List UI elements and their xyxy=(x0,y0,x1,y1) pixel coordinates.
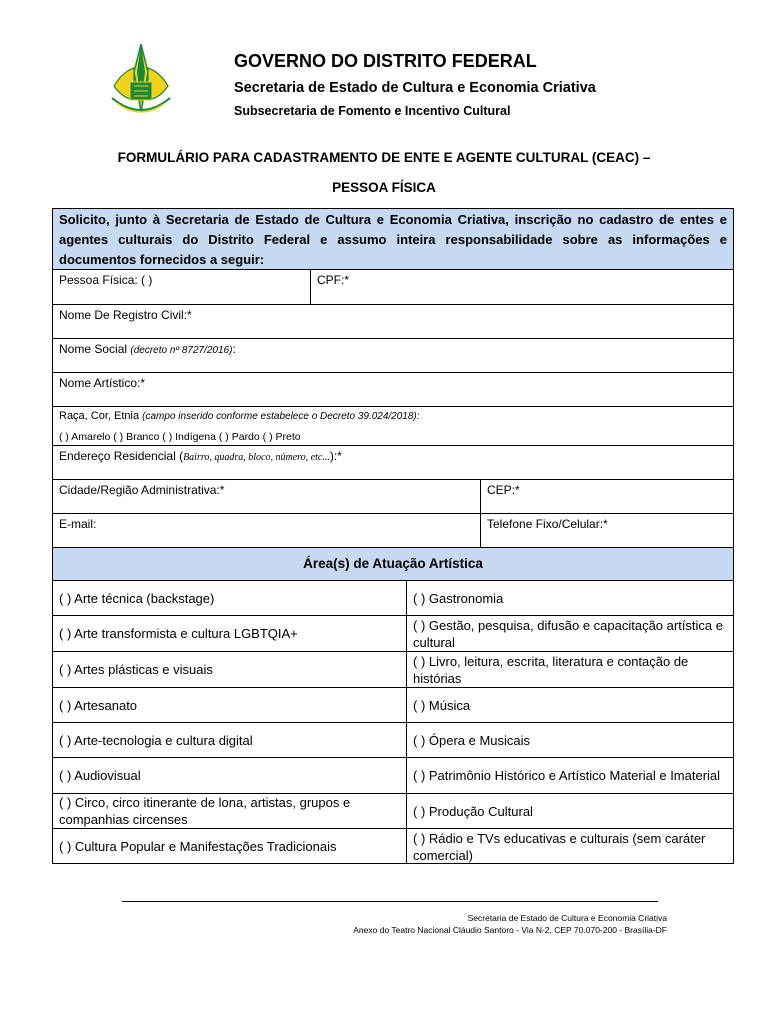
area-option-gestao[interactable]: ( ) Gestão, pesquisa, difusão e capacitação artística e cultural xyxy=(406,616,733,651)
area-row xyxy=(53,723,733,758)
footer-secretariat: Secretaria de Estado de Cultura e Economia Criativa xyxy=(467,913,667,923)
area-option-audiovisual[interactable]: ( ) Audiovisual xyxy=(59,768,141,783)
cep-field[interactable]: CEP:* xyxy=(480,480,733,513)
nome-registro-field[interactable]: Nome De Registro Civil:* xyxy=(59,308,192,322)
area-row xyxy=(53,688,733,723)
form-row-endereco xyxy=(53,446,733,480)
area-row xyxy=(53,616,733,652)
form-title-line2: PESSOA FÍSICA xyxy=(332,180,436,195)
area-row xyxy=(53,794,733,829)
form-row-nome-social xyxy=(53,339,733,373)
cidade-field[interactable]: Cidade/Região Administrativa:* xyxy=(59,483,225,497)
form-row-raca xyxy=(53,407,733,446)
area-option-livro[interactable]: ( ) Livro, leitura, escrita, literatura e contação de histórias xyxy=(406,652,733,687)
area-option-patrimonio[interactable]: ( ) Patrimônio Histórico e Artístico Material e Imaterial xyxy=(406,758,733,793)
raca-note: (campo inserido conforme estabelece o Decreto 39.024/2018): xyxy=(142,411,420,422)
area-option-opera[interactable]: ( ) Ópera e Musicais xyxy=(406,723,733,757)
area-option-producao[interactable]: ( ) Produção Cultural xyxy=(406,794,733,828)
form-row-nome-artistico xyxy=(53,373,733,407)
area-option-circo[interactable]: ( ) Circo, circo itinerante de lona, artistas, grupos e companhias circenses xyxy=(59,795,351,827)
nome-artistico-field[interactable]: Nome Artístico:* xyxy=(59,376,146,390)
intro-row xyxy=(53,209,733,270)
form-row-cidade xyxy=(53,480,733,514)
area-row xyxy=(53,652,733,688)
telefone-field[interactable]: Telefone Fixo/Celular:* xyxy=(480,514,733,547)
endereco-field[interactable] xyxy=(53,446,733,479)
area-option-artesanato[interactable]: ( ) Artesanato xyxy=(59,697,138,713)
endereco-note: Bairro, quadra, bloco, número, etc... xyxy=(183,452,330,463)
nome-social-label: Nome Social xyxy=(59,342,128,356)
endereco-label: Endereço Residencial ( xyxy=(59,449,184,463)
form-row-nome-registro xyxy=(53,305,733,339)
area-option-radio-tv[interactable]: ( ) Rádio e TVs educativas e culturais (sem caráter comercial) xyxy=(406,829,733,864)
endereco-end: ):* xyxy=(329,449,342,463)
area-row xyxy=(53,829,733,864)
registration-form xyxy=(52,208,734,864)
signature-line xyxy=(122,901,658,902)
area-option-arte-tecnologia[interactable]: ( ) Arte-tecnologia e cultura digital xyxy=(59,732,253,748)
nome-social-field[interactable] xyxy=(53,339,733,372)
header-subsecretariat: Subsecretaria de Fomento e Incentivo Cultural xyxy=(234,104,511,118)
pessoa-fisica-field[interactable]: Pessoa Física: ( ) xyxy=(59,273,153,287)
area-option-arte-tecnica[interactable]: ( ) Arte técnica (backstage) xyxy=(59,590,215,606)
nome-social-note: (decreto nº 8727/2016) xyxy=(130,345,233,356)
raca-field[interactable] xyxy=(53,407,733,445)
header-secretariat: Secretaria de Estado de Cultura e Economia Criativa xyxy=(234,80,596,96)
intro-text: Solicito, junto à Secretaria de Estado de Cultura e Economia Criativa, inscrição no cadastro de entes e agentes culturais do Distrito Federal e assumo inteira responsabilidade sobre as informações e documentos fornecidos a seguir: xyxy=(59,212,727,267)
area-option-arte-transformista[interactable]: ( ) Arte transformista e cultura LGBTQIA+ xyxy=(59,626,298,641)
areas-heading-row xyxy=(53,548,733,581)
area-row xyxy=(53,581,733,616)
form-row-email xyxy=(53,514,733,548)
gdf-logo xyxy=(108,42,174,122)
area-option-gastronomia[interactable]: ( ) Gastronomia xyxy=(406,581,733,615)
form-title-line1: FORMULÁRIO PARA CADASTRAMENTO DE ENTE E AGENTE CULTURAL (CEAC) – xyxy=(117,150,651,165)
area-row xyxy=(53,758,733,794)
footer-address: Anexo do Teatro Nacional Cláudio Santoro - Via N-2, CEP 70.070-200 - Brasília-DF xyxy=(353,925,667,935)
raca-label: Raça, Cor, Etnia xyxy=(59,410,140,422)
area-option-musica[interactable]: ( ) Música xyxy=(406,688,733,722)
raca-options[interactable]: ( ) Amarelo ( ) Branco ( ) Indígena ( ) Pardo ( ) Preto xyxy=(59,431,301,443)
area-option-cultura-popular[interactable]: ( ) Cultura Popular e Manifestações Tradicionais xyxy=(59,839,337,854)
areas-heading: Área(s) de Atuação Artística xyxy=(303,556,483,571)
cpf-field[interactable]: CPF:* xyxy=(310,270,733,304)
nome-social-colon: : xyxy=(232,342,236,356)
email-field[interactable]: E-mail: xyxy=(59,517,97,531)
area-option-artes-plasticas[interactable]: ( ) Artes plásticas e visuais xyxy=(59,662,213,677)
form-row-pessoa xyxy=(53,270,733,305)
header-title: GOVERNO DO DISTRITO FEDERAL xyxy=(234,51,537,71)
